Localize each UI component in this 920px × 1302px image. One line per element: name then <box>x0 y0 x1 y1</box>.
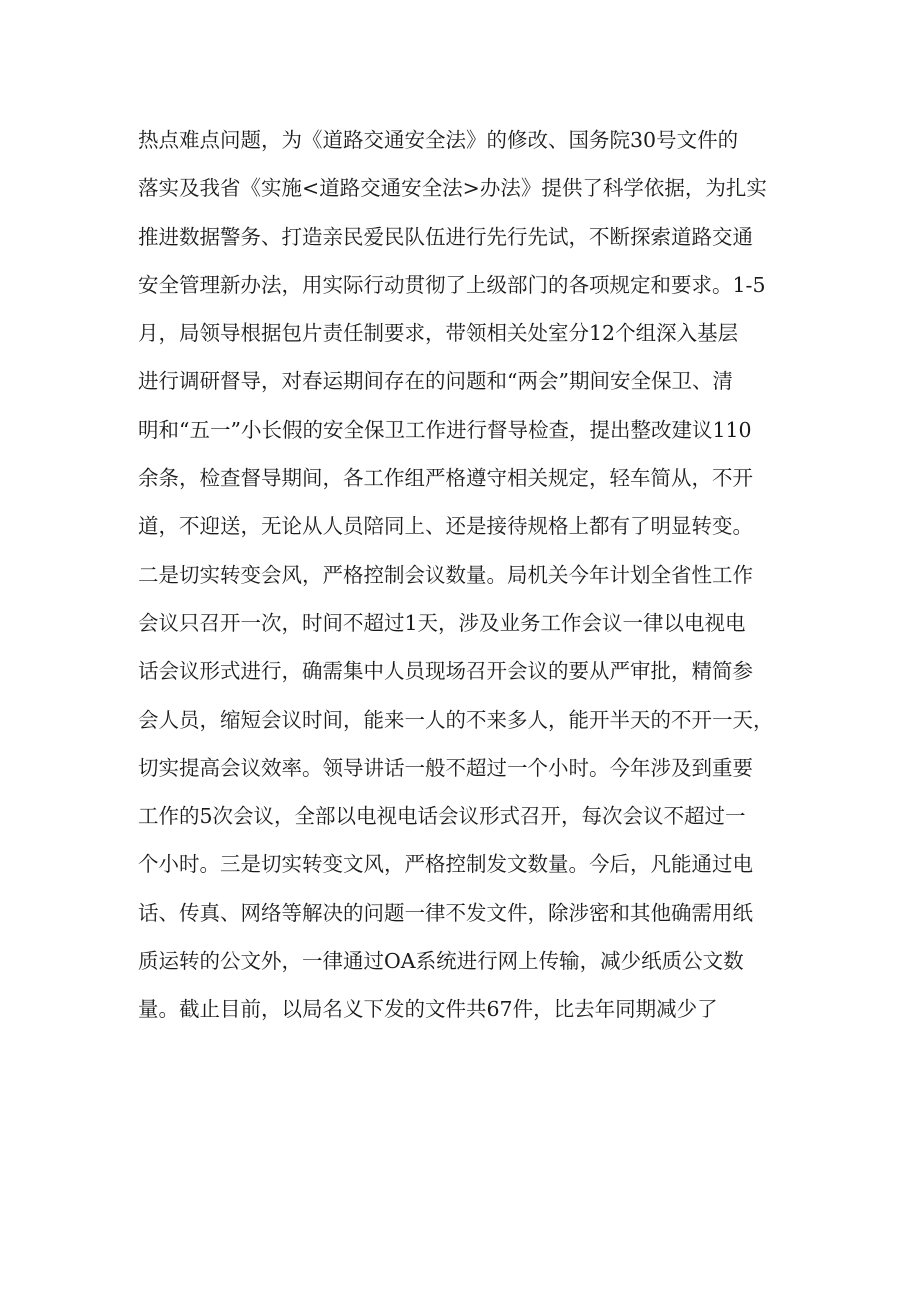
text-line: 话、传真、网络等解决的问题一律不发文件，除涉密和其他确需用纸 <box>138 900 753 925</box>
text-line: 安全管理新办法，用实际行动贯彻了上级部门的各项规定和要求。1-5 <box>138 272 766 297</box>
text-line: 切实提高会议效率。领导讲话一般不超过一个小时。今年涉及到重要 <box>138 755 753 780</box>
text-line: 余条，检查督导期间，各工作组严格遵守相关规定，轻车简从，不开 <box>138 466 753 491</box>
text-line: 推进数据警务、打造亲民爱民队伍进行先行先试，不断探索道路交通 <box>138 224 753 249</box>
body-text <box>138 116 788 1034</box>
text-line: 个小时。三是切实转变文风，严格控制发文数量。今后，凡能通过电 <box>138 852 753 877</box>
text-line: 二是切实转变会风，严格控制会议数量。局机关今年计划全省性工作 <box>138 562 753 587</box>
text-line: 进行调研督导，对春运期间存在的问题和“两会”期间安全保卫、清 <box>138 369 733 394</box>
text-line: 热点难点问题，为《道路交通安全法》的修改、国务院30号文件的 <box>138 128 739 152</box>
text-line: 月，局领导根据包片责任制要求，带领相关处室分12个组深入基层 <box>138 321 739 346</box>
text-line: 量。截止目前，以局名义下发的文件共67件，比去年同期减少了 <box>138 997 718 1022</box>
text-line: 话会议形式进行，确需集中人员现场召开会议的要从严审批，精简参 <box>138 659 753 684</box>
text-line: 质运转的公文外，一律通过OA系统进行网上传输，减少纸质公文数 <box>138 949 744 974</box>
text-line: 落实及我省《实施<道路交通安全法>办法》提供了科学依据，为扎实 <box>138 176 767 201</box>
text-line: 会人员，缩短会议时间，能来一人的不来多人，能开半天的不开一天， <box>138 707 774 732</box>
text-line: 会议只召开一次，时间不超过1天，涉及业务工作会议一律以电视电 <box>138 610 746 635</box>
text-line: 工作的5次会议，全部以电视电话会议形式召开，每次会议不超过一 <box>138 804 746 829</box>
text-line: 明和“五一”小长假的安全保卫工作进行督导检查，提出整改建议110 <box>138 417 752 442</box>
text-line: 道，不迎送，无论从人员陪同上、还是接待规格上都有了明显转变。 <box>138 514 753 539</box>
